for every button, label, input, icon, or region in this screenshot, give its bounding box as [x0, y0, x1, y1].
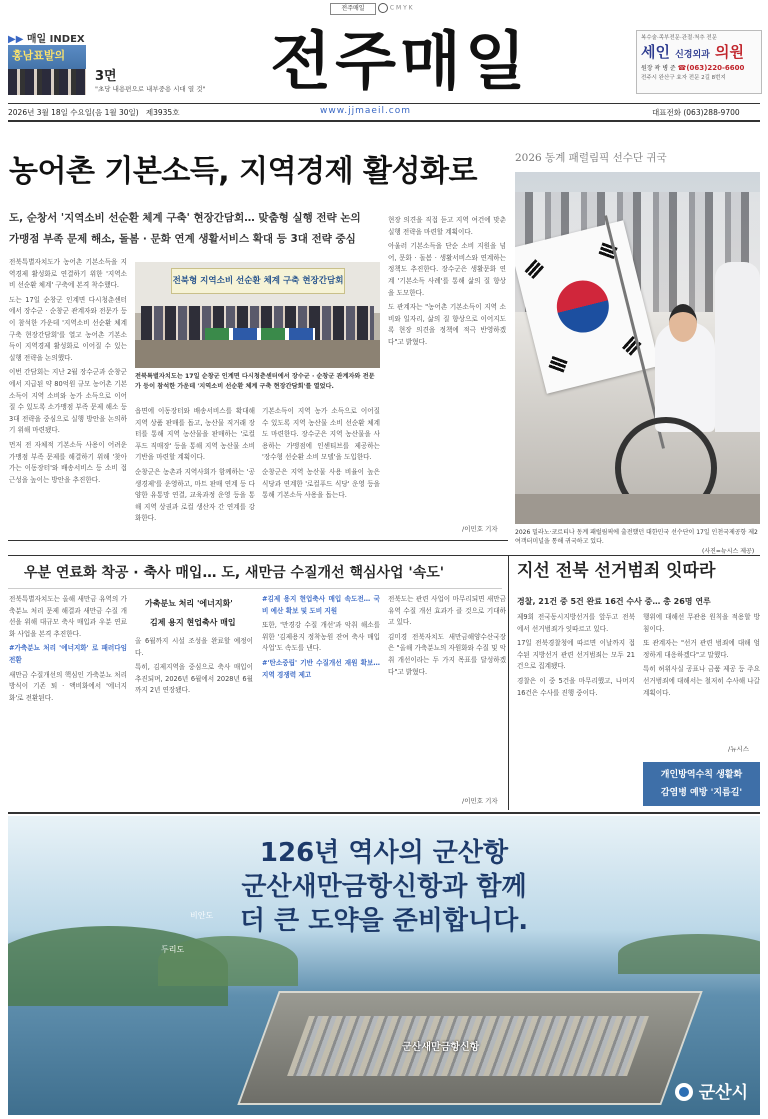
health-notice-line2: 감염병 예방 '지름길' — [660, 788, 743, 798]
lead-col1-para: 전북특별자치도가 농어촌 기본소득을 지역경제 활성화로 연결하기 위한 '지역소비 선순환 체계' 구축에 본격 착수했다. — [9, 258, 127, 290]
index-desc: "초당 내용편으로 내부중용 시대 열 것" — [95, 85, 206, 93]
lead-col2-para: 순창군은 농촌과 지역사회가 함께하는 '공생경제'를 운영하고, 마트 판매 연계 등 다양한 유통망 연결, 교육과정 운영 등을 통해 지역 상권과 로컬 생산자 간 연계를 강화한다. — [135, 467, 255, 523]
story3-col2-para: 또 관계자는 "선거 관련 범죄에 대해 엄정하게 대응하겠다"고 말했다. — [643, 639, 760, 659]
story3-col2-para: 특히 허위사실 공표나 금품 제공 등 주요 선거범죄에 대해서는 철저히 수사해 나갈 계획이다. — [643, 665, 760, 697]
health-notice-line1: 개인방역수칙 생활화 — [660, 770, 743, 780]
masthead-title: 전주매일 — [270, 25, 530, 98]
athlete-head — [669, 304, 697, 342]
lead-col4-para: 도 관계자는 "농어촌 기본소득이 지역 소비와 일자리, 삶의 질 향상으로 이어지도록 현장 의견을 정책에 적극 반영하겠다"고 밝혔다. — [388, 303, 506, 346]
lead-column-2 — [135, 406, 255, 536]
story3-byline: /뉴시스 — [728, 745, 750, 753]
story2-byline: /이민호 기자 — [462, 797, 498, 805]
ad-headline-2: 군산새만금항신항과 함께 — [241, 872, 527, 902]
side-photo[interactable] — [515, 172, 760, 524]
story2-col2-para: 특히, 김제지역을 중심으로 축사 매입이 추진되며, 2026년 6월에서 2028년 6월까지 2년 연장됐다. — [135, 663, 253, 695]
lead-col1-para: 도는 17일 순창군 인계면 다시청춘센터에서 장수군 · 순창군 관계자와 전문가 등이 참석한 가운데 '지역소비 선순환 체계 구축 현장간담회'를 열고 농어촌 기본소득이 지역경제 활성화로 이어질 수 있는 실행 전략을 논의했다. — [9, 295, 127, 362]
story3-col1-para: 17일 전북경찰청에 따르면 이날까지 접수된 지방선거 관련 선거범죄는 모두 21건으로 집계됐다. — [517, 639, 635, 671]
gunsan-emblem-icon — [675, 1083, 693, 1101]
site-url[interactable]: www.jjmaeil.com — [320, 106, 412, 116]
index-thumb-text: 홍남표발의 — [12, 49, 66, 62]
lead-col4-para: 현장 의견을 직접 듣고 지역 여건에 맞춘 실행 전략을 마련할 계획이다. — [388, 216, 506, 236]
story2-col4-para: 전북도는 관련 사업이 마무리되면 새만금 유역 수질 개선 효과가 클 것으로 기대하고 있다. — [388, 595, 506, 627]
island-label-2: 두리도 — [161, 945, 185, 954]
lead-photo-banner: 전북형 지역소비 선순환 체계 구축 현장간담회 — [171, 268, 345, 294]
story2-col1-para: 전북특별자치도는 올해 새만금 유역의 가축분뇨 처리 문제 해결과 새만금 수질 개선을 위해 대규모 축사 매입과 우분 연료화 사업을 본격 추진한다. — [9, 595, 127, 638]
lead-subhead-2: 가맹점 부족 문제 해소, 돌봄 · 문화 연계 생활서비스 확대 등 3대 전략 중심 — [9, 233, 356, 245]
story2-col3-para: 또한, '만경강 수질 개선'과 악취 해소를 위한 '김제용지 정착농원 잔여 축사 매입사업'도 속도를 낸다. — [262, 621, 380, 653]
story3-col1-para: 경찰은 이 중 5건을 마무리했고, 나머지 16건은 수사를 진행 중이다. — [517, 676, 635, 697]
story2-column-4 — [388, 594, 506, 794]
cmyk-marks — [378, 3, 413, 14]
story3-headline[interactable]: 지선 전북 선거범죄 잇따라 — [517, 561, 716, 581]
index-thumbnail[interactable] — [8, 45, 86, 95]
side-photo-caption: 2026 밀라노·코르티나 동계 패럴림픽에 출전했던 대한민국 선수단이 17일 인천국제공항 제2여객터미널을 통해 귀국하고 있다. — [515, 529, 758, 545]
index-page: 3면 — [95, 69, 117, 84]
issue-date: 2026년 3월 18일 수요일(음 1월 30일) 제3935호 — [8, 108, 180, 117]
lead-col3-para: 순창군은 지역 농산물 사용 비율이 높은 식당과 연계한 '로컬푸드 식당' 운영 등을 통해 기본소득 사용을 돕는다. — [262, 467, 380, 500]
port-label: 군산새만금항신항 — [402, 1042, 480, 1053]
story3-subhead: 경찰, 21건 중 5건 완료 16건 수사 중… 총 26명 연루 — [517, 597, 711, 606]
story2-col2-sub: 김제 용지 현업축사 매입 — [150, 618, 236, 627]
top-ad[interactable] — [636, 30, 762, 94]
cmyk-label: C M Y K — [389, 4, 413, 12]
top-paper-tag: 전주매일 — [330, 3, 376, 15]
lead-photo-caption: 전북특별자치도는 17일 순창군 인계면 다시청춘센터에서 장수군 · 순창군 관계자와 전문가 등이 참석한 가운데 '지역소비 선순환 체계 구축 현장간담회'를 열었다. — [135, 373, 375, 390]
story2-column-2 — [135, 636, 253, 806]
lead-photo-floor — [135, 340, 380, 368]
bottom-ad[interactable] — [8, 816, 760, 1115]
lead-byline: /이민호 기자 — [462, 525, 498, 533]
rep-phone: 대표전화 (063)288-9700 — [652, 108, 740, 117]
side-photo-credit: (사진=뉴시스 제공) — [702, 548, 755, 555]
story2-column-1 — [9, 594, 127, 804]
story2-col3-subhead: #김제 용지 현업축사 매입 속도전… 국비 예산 확보 및 도비 지원 — [262, 595, 380, 615]
ad-doctor: 원장 곽 병 준 ☎(063)220-6600 — [641, 64, 745, 72]
story2-headline[interactable]: 우분 연료화 착공 · 축사 매입… 도, 새만금 수질개선 핵심사업 '속도' — [24, 565, 445, 581]
story2-col2-head: 가축분뇨 처리 '에너지화' — [145, 599, 233, 608]
ad-brand: 세인 신경외과 의원 — [641, 43, 744, 61]
index-arrow-icon: ▶▶ — [8, 34, 24, 45]
index-label: ▶▶ 매일 INDEX — [8, 34, 85, 45]
story3-col2-para: 행위에 대해선 무관용 원칙을 적용할 방침이다. — [643, 613, 760, 633]
health-notice-box — [643, 762, 760, 806]
ad-headline-1: 126년 역사의 군산항 — [259, 838, 509, 868]
story3-column-2 — [643, 612, 760, 744]
side-photo-title: 2026 동계 패럴림픽 선수단 귀국 — [515, 152, 667, 164]
story2-column-3 — [262, 594, 380, 806]
story2-col4-para: 김미경 전북자치도 새만금해양수산국장은 "올해 가축분뇨의 자원화와 수질 및 악취 개선이라는 두 가지 목표를 달성하겠다"고 밝혔다. — [388, 632, 506, 676]
story2-col1-subhead: #가축분뇨 처리 '에너지화' 로 패러다임 전환 — [9, 644, 127, 664]
registration-mark-icon — [378, 3, 388, 13]
island-label-1: 비안도 — [190, 911, 214, 920]
lead-col3-para: 기본소득이 지역 농가 소득으로 이어질 수 있도록 지역 농산물 소비 선순환 체계도 마련한다. 장수군은 지역 농산물을 사용하는 가맹점에 인센티브를 제공하는 '장수형 선순환 소비 모델'을 도입한다. — [262, 407, 380, 462]
ad-tagline: 복수술·족부전문·관절·척추 전문 — [641, 35, 718, 41]
lead-column-3 — [262, 406, 380, 536]
story3-col1-para: 제9회 전국동시지방선거를 앞두고 전북에서 선거범죄가 잇따르고 있다. — [517, 613, 635, 633]
lead-headline[interactable]: 농어촌 기본소득, 지역경제 활성화로 — [9, 154, 477, 189]
index-thumb-people — [8, 69, 86, 95]
athlete-right — [715, 262, 760, 432]
lead-photo[interactable] — [135, 262, 380, 368]
lead-col1-para: 먼저 전 자체적 기본소득 사용이 어려운 가맹점 부족 문제를 해결하기 위해 '찾아가는 이동장터'와 배송서비스 등 소비 접근성을 높이는 방안을 추진한다. — [9, 440, 127, 484]
story2-col2-para: 올 6월까지 시설 조성을 완료할 예정이다. — [135, 637, 253, 657]
lead-subhead-1: 도, 순창서 '지역소비 선순환 체계 구축' 현장간담회… 맞춤형 실행 전략 논의 — [9, 212, 361, 224]
ad-headline-3: 더 큰 도약을 준비합니다. — [239, 906, 529, 936]
lead-column-1 — [9, 257, 127, 535]
lead-column-4 — [388, 215, 506, 523]
side-photo-floor — [515, 494, 760, 524]
lead-col1-para: 이번 간담회는 지난 2월 장수군과 순창군에서 지급된 약 80억원 규모 농어촌 기본소득이 지역 소비와 농가 소득으로 이어질 수 있도록 소가맹점 부족 문제 해소 등 3대 전략을 중심으로 실행 방안을 논의하기 위해 마련됐다. — [9, 368, 127, 435]
story3-column-1 — [517, 612, 635, 804]
lead-col2-para: 읍면에 이동장터와 배송서비스를 확대해 지역 상품 판매를 돕고, 농산물 직거래 장터를 통해 지역 농산물을 판매하는 '로컬푸드 직매장' 등을 통해 지역 농산물 소비 기반을 마련할 계획이다. — [135, 407, 255, 462]
gunsan-logo: 군산시 — [675, 1078, 748, 1103]
story2-col1-para: 새만금 수질개선의 핵심인 가축분뇨 처리 방식이 기존 퇴 · 액비화에서 '에너지화'로 전환된다. — [9, 670, 127, 702]
island-right — [618, 934, 760, 974]
story2-col3-subhead: #'탄소중립' 기반 수질개선 재원 확보… 지역 경쟁력 제고 — [262, 658, 380, 679]
lead-col4-para: 아울러 기본소득을 단순 소비 지원을 넘어, 문화 · 돌봄 · 생활서비스와 연계하는 정책도 추진한다. 장수군은 생활문화 연계 '기본소득 사례'를 통해 삶의 질 향상을 도모한다. — [388, 242, 506, 297]
ad-address: 전주시 완산구 효자 전문 2길 8번지 — [641, 75, 726, 81]
